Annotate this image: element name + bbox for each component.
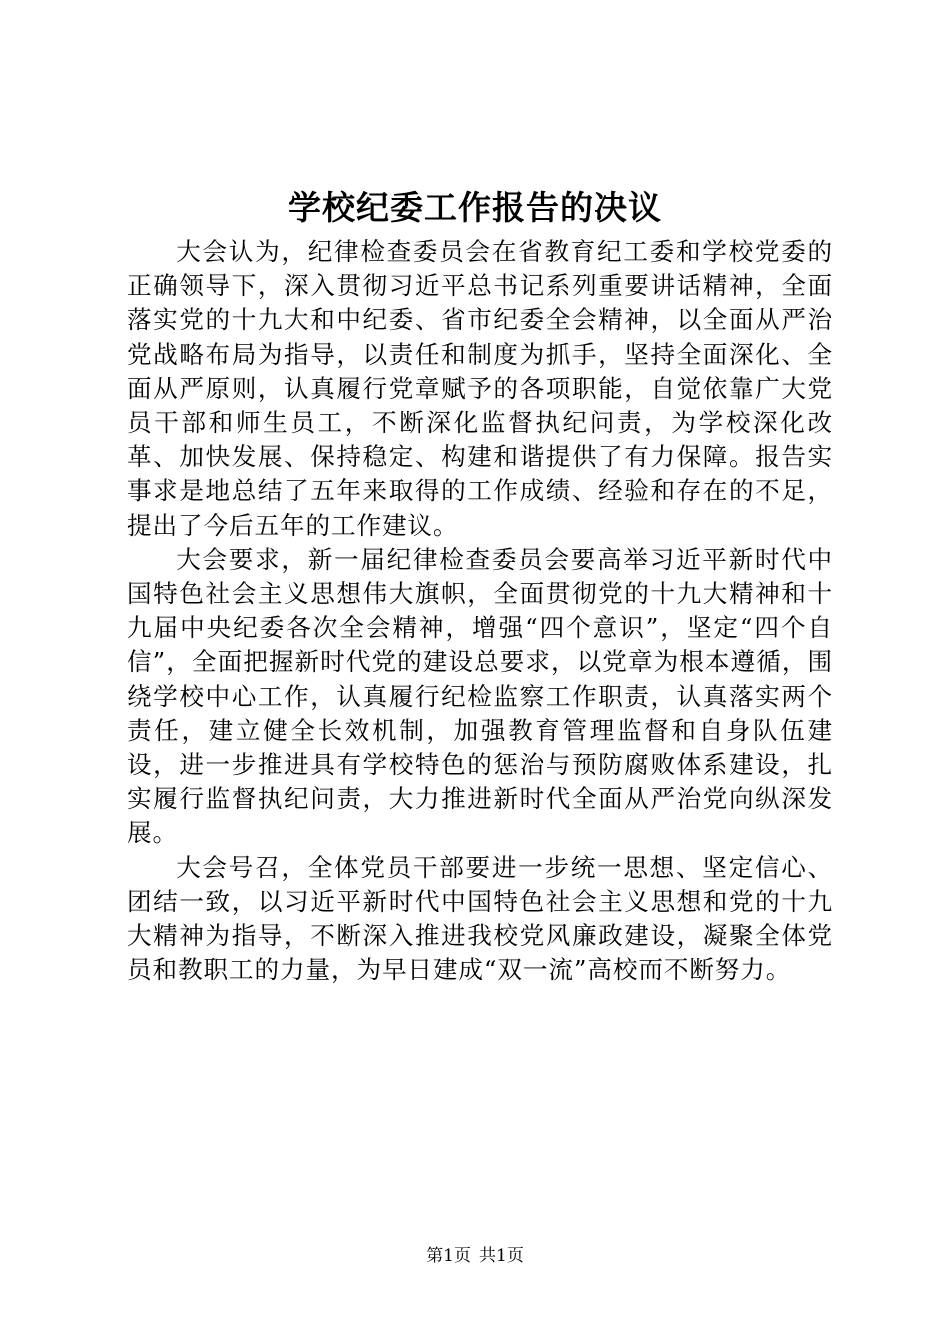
page-number-total: 共1页 (479, 1246, 524, 1266)
paragraph-3: 大会号召，全体党员干部要进一步统一思想、坚定信心、团结一致，以习近平新时代中国特色社会主义思想和党的十九大精神为指导，不断深入推进我校党风廉政建设，凝聚全体党员和教职工的力量，为早日建成“双一流”高校而不断努力。 (127, 852, 833, 985)
document-body (127, 235, 833, 987)
document-title: 学校纪委工作报告的决议 (288, 188, 662, 227)
paragraph-1: 大会认为，纪律检查委员会在省教育纪工委和学校党委的正确领导下，深入贯彻习近平总书记系列重要讲话精神，全面落实党的十九大和中纪委、省市纪委全会精神，以全面从严治党战略布局为指导，以责任和制度为抓手，坚持全面深化、全面从严原则，认真履行党章赋予的各项职能，自觉依靠广大党员干部和师生员工，不断深化监督执纪问责，为学校深化改革、加快发展、保持稳定、构建和谐提供了有力保障。报告实事求是地总结了五年来取得的工作成绩、经验和存在的不足，提出了今后五年的工作建议。 (127, 237, 833, 540)
page-number-current: 第1页 (426, 1246, 471, 1266)
paragraph-2: 大会要求，新一届纪律检查委员会要高举习近平新时代中国特色社会主义思想伟大旗帜，全面贯彻党的十九大精神和十九届中央纪委各次全会精神，增强“四个意识”，坚定“四个自信”，全面把握新时代党的建设总要求，以党章为根本遵循，围绕学校中心工作，认真履行纪检监察工作职责，认真落实两个责任，建立健全长效机制，加强教育管理监督和自身队伍建设，进一步推进具有学校特色的惩治与预防腐败体系建设，扎实履行监督执纪问责，大力推进新时代全面从严治党向纵深发展。 (127, 544, 833, 848)
page-footer (0, 1244, 950, 1268)
